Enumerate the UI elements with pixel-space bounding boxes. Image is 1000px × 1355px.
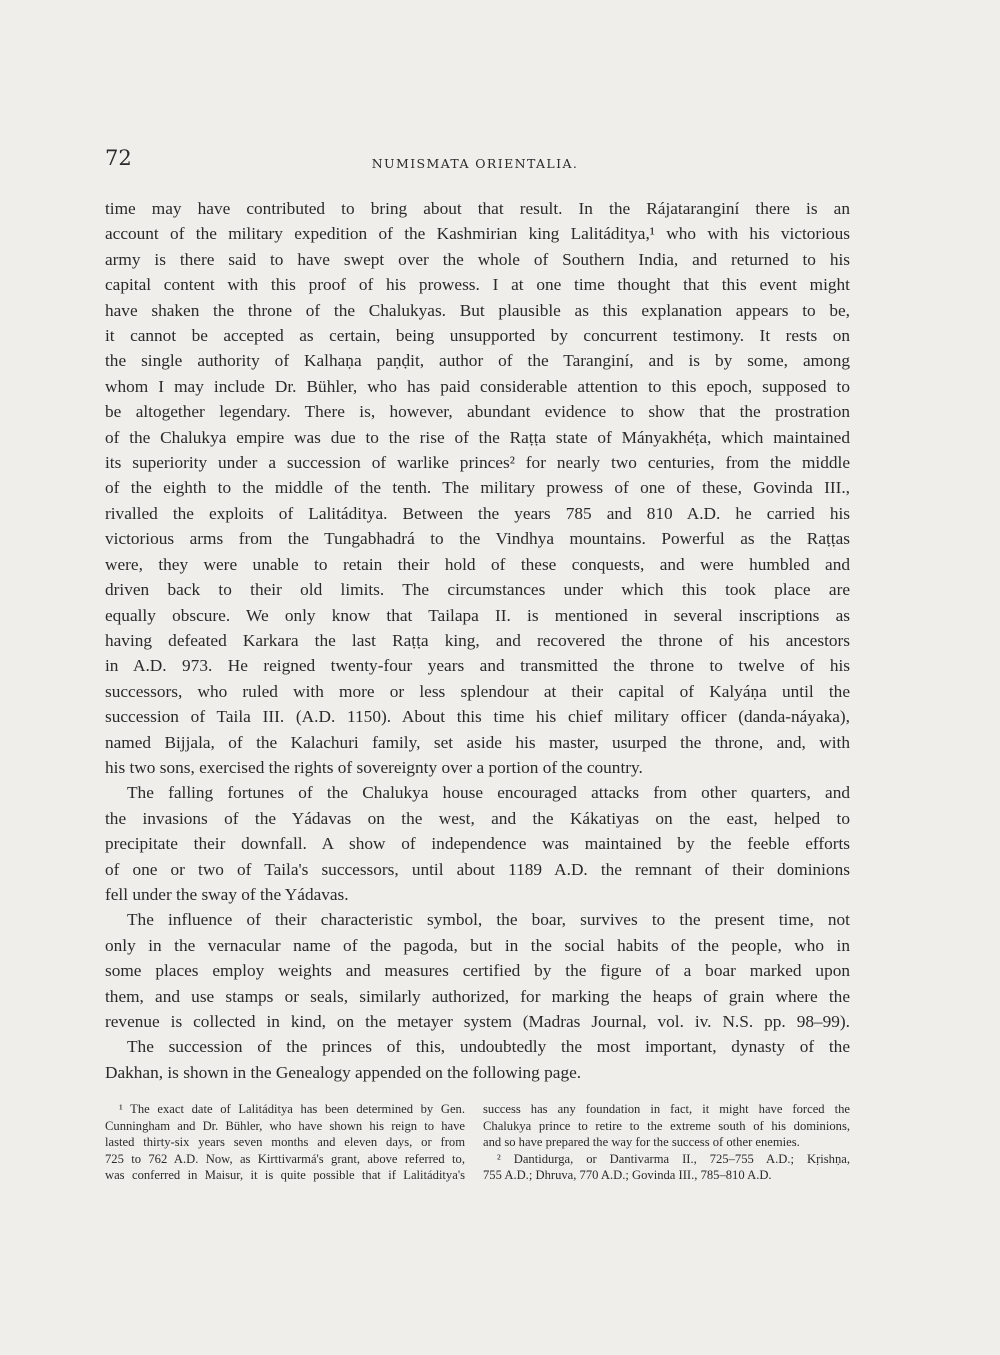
text-line: victorious arms from the Tungabhadrá to the Vindhya mountains. Powerful as the Raṭṭas — [105, 529, 850, 549]
text-line: the single authority of Kalhaṇa paṇḍit, author of the Taranginí, and is by some, among — [105, 351, 850, 371]
body-text — [105, 196, 850, 1085]
text-line: its superiority under a succession of warlike princes² for nearly two centuries, from the middle — [105, 453, 850, 473]
footnotes — [105, 1101, 850, 1191]
text-line: The succession of the princes of this, undoubtedly the most important, dynasty of the — [127, 1037, 850, 1057]
text-line: it cannot be accepted as certain, being unsupported by concurrent testimony. It rests on — [105, 326, 850, 346]
text-line: account of the military expedition of the Kashmirian king Lalitáditya,¹ who with his victorious — [105, 224, 850, 244]
text-line: driven back to their old limits. The circumstances under which this took place are — [105, 580, 850, 600]
footnote-line: and so have prepared the way for the success of other enemies. — [483, 1135, 800, 1149]
page-number: 72 — [105, 146, 132, 170]
text-line: in A.D. 973. He reigned twenty-four years and transmitted the throne to twelve of his — [105, 656, 850, 676]
text-line: his two sons, exercised the rights of sovereignty over a portion of the country. — [105, 757, 643, 777]
footnote-column-left — [105, 1101, 465, 1184]
text-line: The influence of their characteristic symbol, the boar, survives to the present time, not — [127, 910, 850, 930]
footnote-column-right — [483, 1101, 850, 1184]
footnote-line: Cunningham and Dr. Bühler, who have shown his reign to have — [105, 1118, 465, 1133]
text-line: succession of Taila III. (A.D. 1150). About this time his chief military officer (danda-náyaka), — [105, 707, 850, 727]
text-line: having defeated Karkara the last Raṭṭa king, and recovered the throne of his ancestors — [105, 630, 850, 650]
text-line: named Bijjala, of the Kalachuri family, set aside his master, usurped the throne, and, with — [105, 732, 850, 752]
text-line: some places employ weights and measures certified by the figure of a boar marked upon — [105, 961, 850, 981]
text-line: of one or two of Taila's successors, until about 1189 A.D. the remnant of their dominions — [105, 859, 850, 879]
text-line: The falling fortunes of the Chalukya house encouraged attacks from other quarters, and — [127, 783, 850, 803]
page-header — [105, 146, 845, 176]
text-line: whom I may include Dr. Bühler, who has paid considerable attention to this epoch, supposed to — [105, 376, 850, 396]
footnote-line: Chalukya prince to retire to the extreme south of his dominions, — [483, 1118, 850, 1133]
text-line: Dakhan, is shown in the Genealogy appended on the following page. — [105, 1062, 582, 1082]
text-line: capital content with this proof of his prowess. I at one time thought that this event might — [105, 275, 850, 295]
running-title: NUMISMATA ORIENTALIA. — [371, 156, 579, 171]
text-line: rivalled the exploits of Lalitáditya. Between the years 785 and 810 A.D. he carried his — [105, 503, 850, 523]
text-line: only in the vernacular name of the pagoda, but in the social habits of the people, who in — [105, 935, 850, 955]
text-line: fell under the sway of the Yádavas. — [105, 884, 349, 904]
footnote-line: was conferred in Maisur, it is quite possible that if Lalitáditya's — [105, 1168, 465, 1182]
footnote-line: 725 to 762 A.D. Now, as Kirttivarmá's grant, above referred to, — [105, 1151, 465, 1166]
footnote-line: ¹ The exact date of Lalitáditya has been determined by Gen. — [119, 1102, 465, 1116]
text-line: were, they were unable to retain their hold of these conquests, and were humbled and — [105, 554, 850, 574]
text-line: of the eighth to the middle of the tenth. The military prowess of one of these, Govinda III., — [105, 478, 850, 498]
text-line: army is there said to have swept over the whole of Southern India, and returned to his — [105, 249, 850, 269]
text-line: successors, who ruled with more or less splendour at their capital of Kalyáṇa until the — [105, 681, 850, 701]
text-line: precipitate their downfall. A show of independence was maintained by the feeble efforts — [105, 834, 850, 854]
footnote-line: 755 A.D.; Dhruva, 770 A.D.; Govinda III., 785–810 A.D. — [483, 1168, 772, 1182]
footnote-line: lasted thirty-six years seven months and eleven days, or from — [105, 1135, 465, 1149]
text-line: have shaken the throne of the Chalukyas. But plausible as this explanation appears to be, — [105, 300, 850, 320]
text-line: revenue is collected in kind, on the metayer system (Madras Journal, vol. iv. N.S. pp. 98–99). — [105, 1012, 850, 1031]
text-line: the invasions of the Yádavas on the west, and the Kákatiyas on the east, helped to — [105, 808, 850, 828]
text-line: time may have contributed to bring about that result. In the Rájataranginí there is an — [105, 199, 850, 218]
footnote-line: success has any foundation in fact, it might have forced the — [483, 1102, 850, 1116]
text-line: be altogether legendary. There is, however, abundant evidence to show that the prostration — [105, 402, 850, 422]
text-line: them, and use stamps or seals, similarly authorized, for marking the heaps of grain where the — [105, 986, 850, 1006]
footnote-line: ² Dantidurga, or Dantivarma II., 725–755 A.D.; Kṛishṇa, — [497, 1151, 850, 1166]
text-line: of the Chalukya empire was due to the rise of the Raṭṭa state of Mányakhéṭa, which maintained — [105, 427, 850, 447]
text-line: equally obscure. We only know that Tailapa II. is mentioned in several inscriptions as — [105, 605, 850, 625]
